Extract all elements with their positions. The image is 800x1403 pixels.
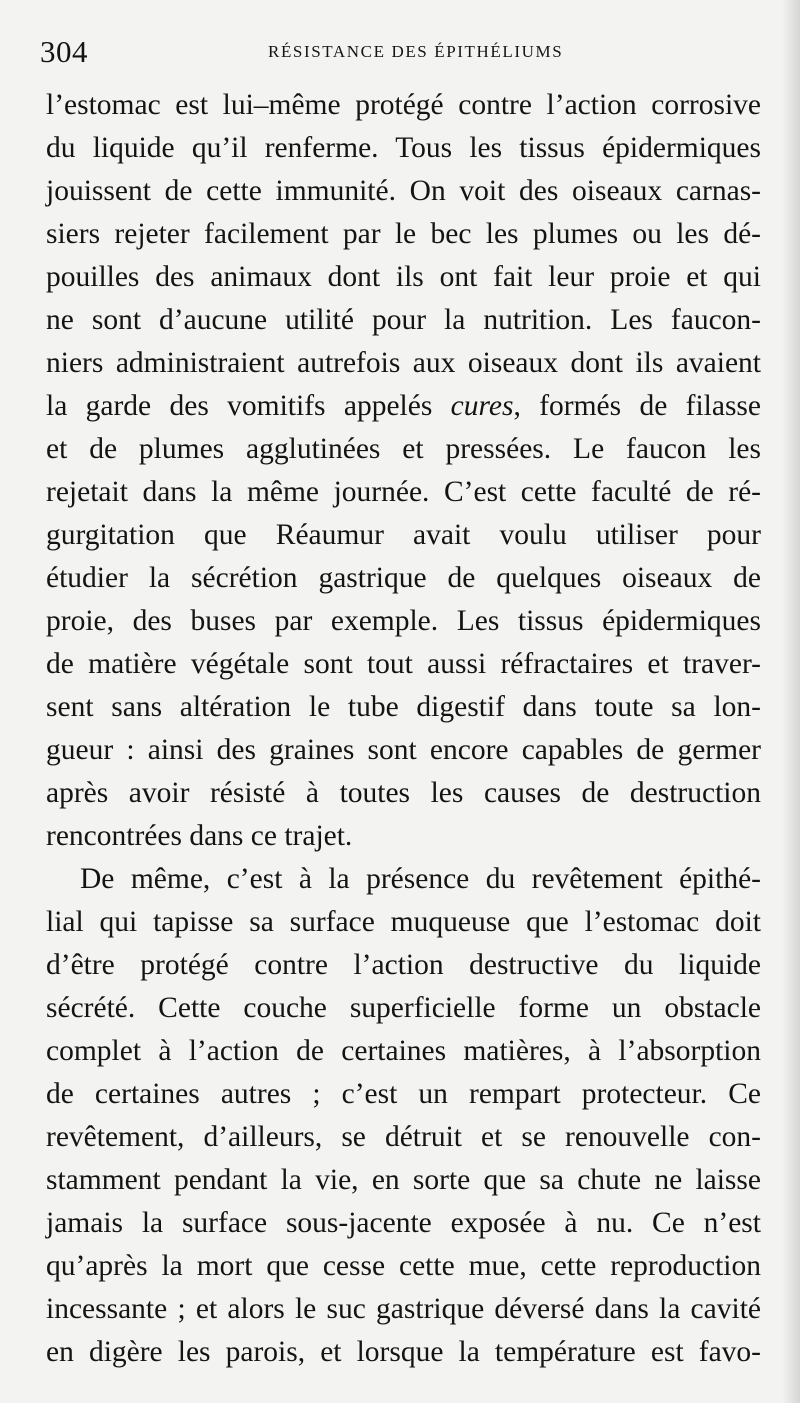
text-line: après avoir résisté à toutes les causes de destruction <box>46 777 761 809</box>
text-line: gueur : ainsi des graines sont encore capables de germer <box>46 734 761 766</box>
text-line: l’estomac est lui–même protégé contre l’action corrosive <box>46 89 761 121</box>
running-title: RÉSISTANCE DES ÉPITHÉLIUMS <box>268 42 564 61</box>
body-text <box>46 84 761 1374</box>
text-line: jamais la surface sous-jacente exposée à nu. Ce n’est <box>46 1207 761 1239</box>
paragraph-1 <box>46 84 761 858</box>
text-line: de matière végétale sont tout aussi réfractaires et traver- <box>46 648 761 680</box>
text-line: rejetait dans la même journée. C’est cette faculté de ré- <box>46 476 761 508</box>
italic-term: cures <box>450 390 514 422</box>
text-line: qu’après la mort que cesse cette mue, cette reproduction <box>46 1250 761 1282</box>
text-line: niers administraient autrefois aux oiseaux dont ils avaient <box>46 347 761 379</box>
page-edge-shadow <box>782 0 800 1403</box>
text-segment: , formés de filasse <box>513 390 762 422</box>
text-line: De même, c’est à la présence du revêtement épithé- <box>80 863 761 895</box>
text-line: gurgitation que Réaumur avait voulu utiliser pour <box>46 519 761 551</box>
text-line: incessante ; et alors le suc gastrique déversé dans la cavité <box>46 1293 761 1325</box>
text-line: étudier la sécrétion gastrique de quelques oiseaux de <box>46 562 761 594</box>
text-line: siers rejeter facilement par le bec les plumes ou les dé- <box>46 218 761 250</box>
text-line: rencontrées dans ce trajet. <box>46 820 353 852</box>
paragraph-2 <box>46 858 761 1374</box>
text-line: du liquide qu’il renferme. Tous les tissus épidermiques <box>46 132 761 164</box>
page-header <box>40 30 760 78</box>
text-line: jouissent de cette immunité. On voit des oiseaux carnas- <box>46 175 761 207</box>
text-line: ne sont d’aucune utilité pour la nutrition. Les faucon- <box>46 304 761 336</box>
text-line: et de plumes agglutinées et pressées. Le faucon les <box>46 433 761 465</box>
text-line: complet à l’action de certaines matières, à l’absorption <box>46 1035 761 1067</box>
text-line: sent sans altération le tube digestif dans toute sa lon- <box>46 691 761 723</box>
text-line: pouilles des animaux dont ils ont fait leur proie et qui <box>46 261 761 293</box>
text-line: lial qui tapisse sa surface muqueuse que l’estomac doit <box>46 906 761 938</box>
text-line: en digère les parois, et lorsque la température est favo- <box>46 1336 761 1368</box>
text-line: d’être protégé contre l’action destructive du liquide <box>46 949 761 981</box>
text-line-with-italic <box>46 385 761 428</box>
text-segment: la garde des vomitifs appelés <box>46 390 451 422</box>
text-line: stamment pendant la vie, en sorte que sa chute ne laisse <box>46 1164 761 1196</box>
page-number: 304 <box>40 34 88 69</box>
text-line: sécrété. Cette couche superficielle forme un obstacle <box>46 992 761 1024</box>
text-line: proie, des buses par exemple. Les tissus épidermiques <box>46 605 761 637</box>
text-line: revêtement, d’ailleurs, se détruit et se renouvelle con- <box>46 1121 761 1153</box>
text-line: de certaines autres ; c’est un rempart protecteur. Ce <box>46 1078 761 1110</box>
